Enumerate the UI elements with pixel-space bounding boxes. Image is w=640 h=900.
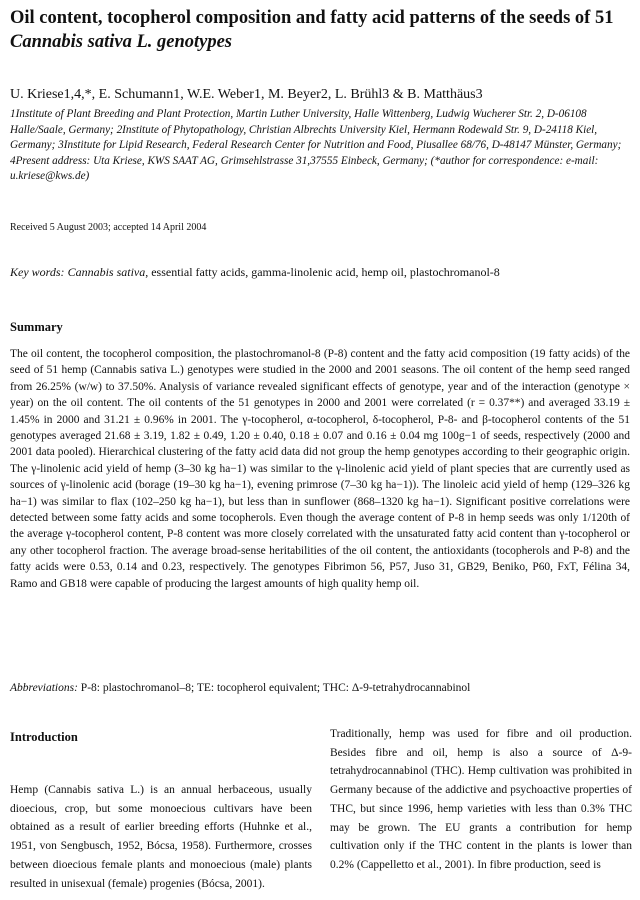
keywords-species: Cannabis sativa	[67, 265, 146, 279]
keywords	[10, 264, 630, 280]
affiliations: 1Institute of Plant Breeding and Plant Protection, Martin Luther University, Halle Wittenberg, Ludwig Wucherer Str. 2, D-06108 Halle/Saale, Germany; 2Institute of Phytopathology, Christian Albrechts University Kiel, Hermann Rodewald Str. 9, D-24118 Kiel, Germany; 3Institute for Lipid Research, Federal Research Center for Nutrition and Food, Piusallee 68/76, D-48147 Münster, Germany; 4Present address: Uta Kriese, KWS SAAT AG, Grimsehlstrasse 31,37555 Einbeck, Germany; (*author for correspondence: e-mail: u.kriese@kws.de)	[10, 108, 622, 182]
introduction-right-column: Traditionally, hemp was used for fibre and oil production. Besides fibre and oil, hemp is also a source of Δ-9-tetrahydrocannabinol (THC). Hemp cultivation was prohibited in Germany because of the addictive and psychoactive properties of THC, but since 1996, hemp varieties with less than 0.3% THC may be grown. The EU grants a contribution for hemp cultivation only if the THC content in the plants is lower than 0.2% (Cappelletto et al., 2001). In fibre production, seed is	[330, 728, 632, 871]
paper-title	[10, 6, 630, 54]
keywords-rest: , essential fatty acids, gamma-linolenic acid, hemp oil, plastochromanol-8	[145, 265, 500, 279]
summary-heading: Summary	[10, 320, 63, 334]
introduction-heading: Introduction	[10, 730, 78, 744]
keywords-label: Key words:	[10, 265, 65, 279]
abbreviations-label: Abbreviations:	[10, 682, 78, 694]
abbreviations-text: P-8: plastochromanol–8; TE: tocopherol equivalent; THC: Δ-9-tetrahydrocannabinol	[77, 682, 471, 694]
abbreviations	[10, 680, 630, 696]
introduction-left-column: Hemp (Cannabis sativa L.) is an annual herbaceous, usually dioecious, crop, but some monoecious cultivars have been obtained as a result of earlier breeding efforts (Huhnke et al., 1951, von Sengbusch, 1952, Bócsa, 1958). Furthermore, crosses between dioecious female plants and monoecious (male) plants resulted in unisexual (female) progenies (Bócsa, 2001).	[10, 784, 312, 890]
summary-text: The oil content, the tocopherol composition, the plastochromanol-8 (P-8) content and the fatty acid composition (19 fatty acids) of the seed of 51 hemp (Cannabis sativa L.) genotypes were studied in the 2000 and 2001 seasons. The oil content of the hemp seed ranged from 26.25% (w/w) to 37.50%. Analysis of variance revealed significant effects of genotype, year and of the interaction (genotype × year) on the oil content. The oil contents of the 51 genotypes in 2000 and 2001 were correlated (r = 0.37**) and averaged 33.19 ± 1.45% in 2000 and 31.21 ± 0.96% in 2001. The γ-tocopherol, α-tocopherol, δ-tocopherol, P-8- and β-tocopherol contents of the 51 genotypes averaged 21.68 ± 3.19, 1.82 ± 0.49, 1.20 ± 0.40, 0.18 ± 0.07 and 0.16 ± 0.04 mg 100g−1 of seeds, respectively (2000 and 2001 data pooled). Hierarchical clustering of the fatty acid data did not group the hemp genotypes according to their geographic origin. The γ-linolenic acid yield of hemp (3–30 kg ha−1) was similar to the γ-linolenic acid yield of plant species that are currently used as sources of γ-linolenic acid (borage (19–30 kg ha−1), evening primrose (7–30 kg ha−1)). The linoleic acid yield of hemp (129–326 kg ha−1) was similar to flax (102–250 kg ha−1), but less than in sunflower (868–1320 kg ha−1). Significant positive correlations were detected between some fatty acids and some tocopherols. Even though the average content of P-8 in hemp seeds was only 1/120th of the average γ-tocopherol content, P-8 content was more closely correlated with the unsaturated fatty acid content than γ-tocopherol or any other tocopherol fraction. The average broad-sense heritabilities of the oil content, the antioxidants (tocopherols and P-8) and the fatty acids were 0.53, 0.14 and 0.23, respectively. The genotypes Fibrimon 56, P57, Juso 31, GB29, Beniko, P60, FxT, Félina 34, Ramo and GB18 were capable of producing the largest amounts of high quality hemp oil.	[10, 348, 630, 590]
received-dates: Received 5 August 2003; accepted 14 April 2004	[10, 222, 207, 233]
title-line-1: Oil content, tocopherol composition and fatty acid patterns of the seeds of 51	[10, 8, 614, 28]
author-list: U. Kriese1,4,*, E. Schumann1, W.E. Weber1, M. Beyer2, L. Brühl3 & B. Matthäus3	[10, 87, 483, 102]
title-line-2: Cannabis sativa L. genotypes	[10, 32, 233, 52]
